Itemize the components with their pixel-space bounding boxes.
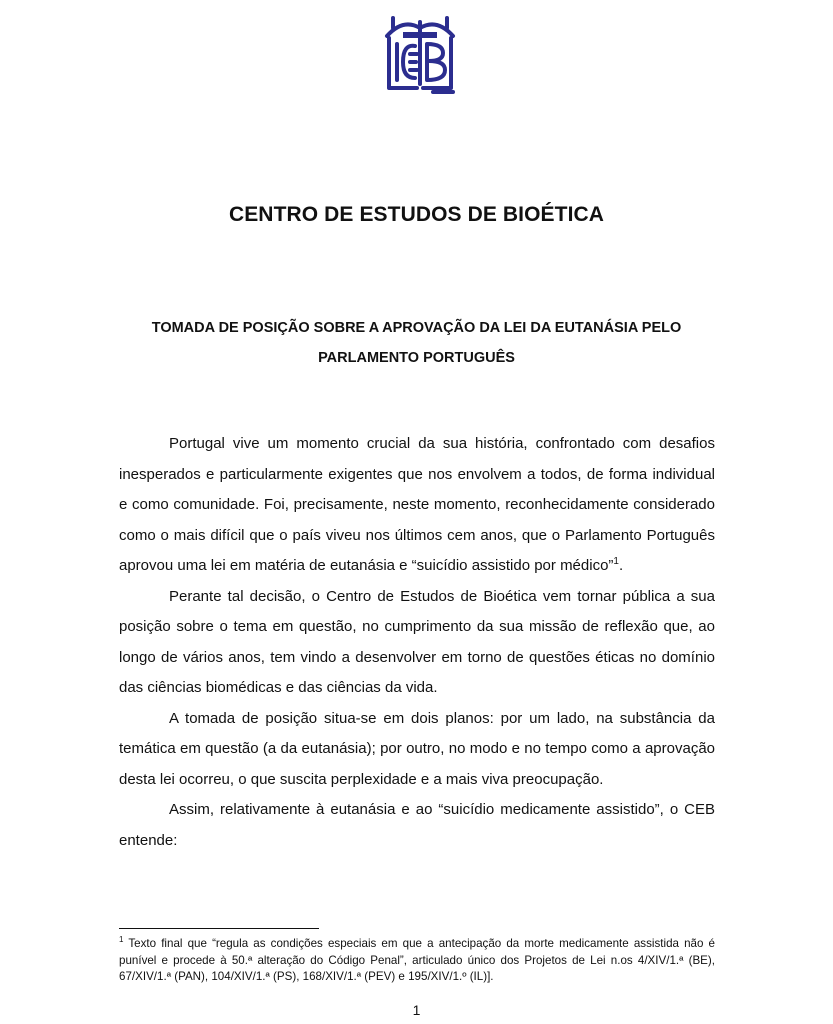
- ceb-logo: [383, 14, 457, 94]
- footnote-number: 1: [119, 935, 124, 945]
- subtitle-line-2: PARLAMENTO PORTUGUÊS: [318, 350, 515, 366]
- paragraph-1-end: .: [618, 557, 624, 574]
- body-text: [119, 429, 715, 856]
- footnote-text: Texto final que “regula as condições especiais em que a antecipação da morte medicamente assistida não é punível e procede à 50.ª alteração do Código Penal”, articulado único dos Projetos de Lei n.os 4/XIV/1.ª (BE), 67/XIV/1.ª (PAN), 104/XIV/1.ª (PS), 168/XIV/1.ª (PEV) e 195/XIV/1.º (IL)].: [119, 937, 715, 983]
- document-title: CENTRO DE ESTUDOS DE BIOÉTICA: [228, 203, 605, 226]
- footnote: [119, 936, 715, 986]
- paragraph-1-text: Portugal vive um momento crucial da sua história, confrontado com desafios inesperados e particularmente exigentes que nos envolvem a todos, de forma individual e como comunidade. Foi, precisamente, neste momento, reconhecidamente considerado como o mais difícil que o país viveu nos últimos cem anos, que o Parlamento Português aprovou uma lei em matéria de eutanásia e “suicídio assistido por médico”: [119, 435, 715, 574]
- footnote-divider: [119, 928, 319, 929]
- footnote-reference[interactable]: 1: [613, 556, 619, 567]
- document-subtitle: [120, 313, 713, 373]
- paragraph-4: Assim, relativamente à eutanásia e ao “suicídio medicamente assistido”, o CEB entende:: [119, 801, 715, 849]
- paragraph-1: [119, 429, 715, 582]
- ceb-logo-graphic: [383, 14, 457, 94]
- page-number: 1: [412, 1002, 421, 1018]
- subtitle-line-1: TOMADA DE POSIÇÃO SOBRE A APROVAÇÃO DA LEI DA EUTANÁSIA PELO: [151, 320, 682, 336]
- paragraph-3: A tomada de posição situa-se em dois planos: por um lado, na substância da temática em questão (a da eutanásia); por outro, no modo e no tempo como a aprovação desta lei ocorreu, o que suscita perplexidade e a mais viva preocupação.: [119, 709, 715, 788]
- paragraph-2: Perante tal decisão, o Centro de Estudos de Bioética vem tornar pública a sua posição sobre o tema em questão, no cumprimento da sua missão de reflexão que, ao longo de vários anos, tem vindo a desenvolver em torno de questões éticas no domínio das ciências biomédicas e das ciências da vida.: [119, 587, 715, 696]
